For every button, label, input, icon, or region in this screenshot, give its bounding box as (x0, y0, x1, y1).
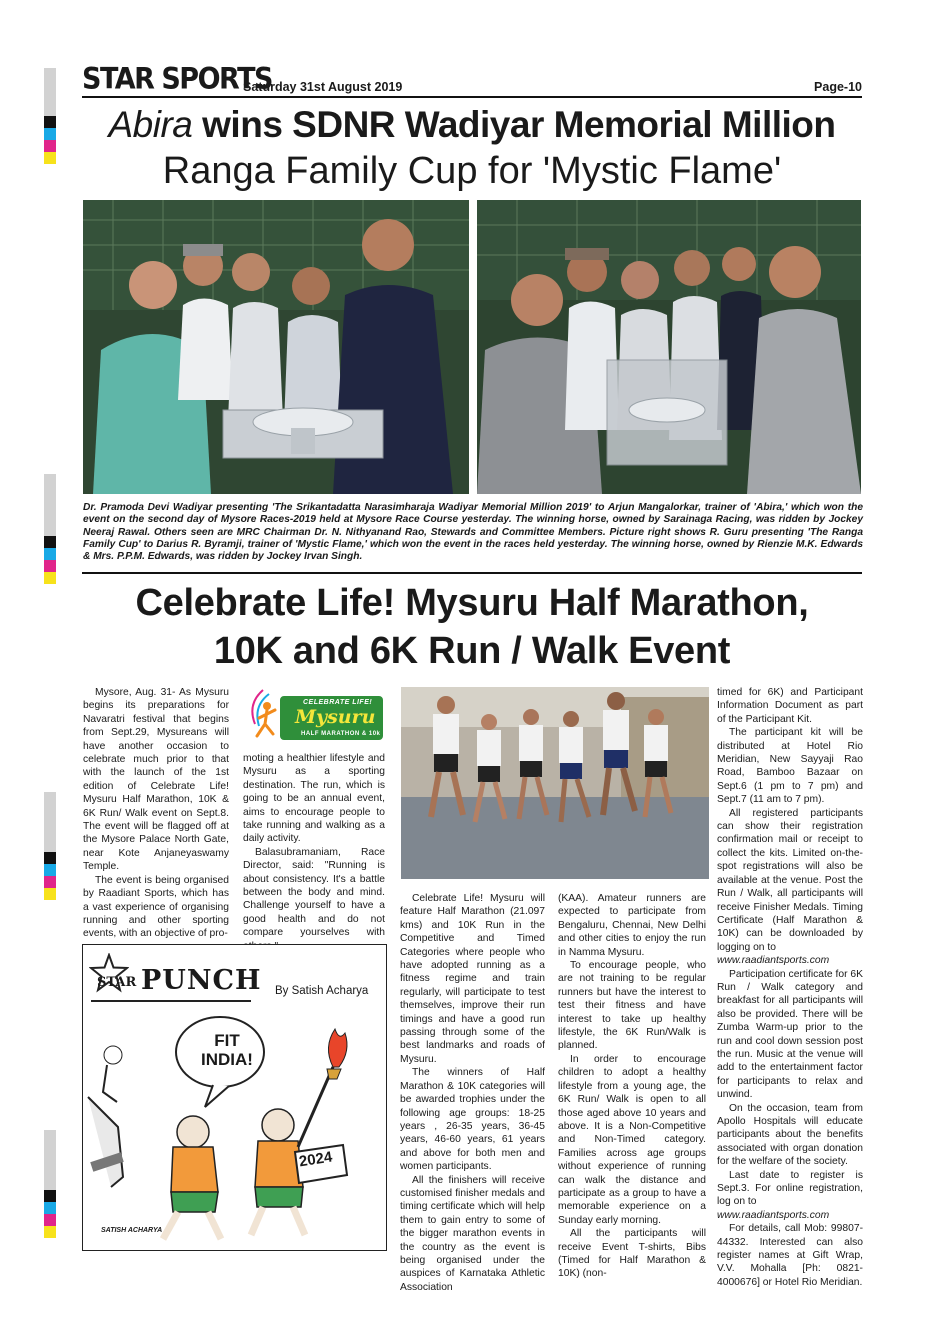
story2-headline-line1: Celebrate Life! Mysuru Half Marathon, (135, 582, 809, 624)
paragraph: The event is being organised by Raadiant Sports, which has a vast experience of organising running and other sporting events, with an objective of pro- (83, 874, 229, 940)
paragraph: Mysore, Aug. 31- As Mysuru begins its preparations for Navaratri festival that begins from Sept.29, Mysureans will have another occasion to celebrate much prior to that with the launch of the 1st edition of Celebrate Life! Mysuru Half Marathon, 10K & 6K Run/ Walk event on Sept.8. The event will be flagged off at the Mysore Palace North Gate, near Kote Anjaneyaswamy Temple. (83, 687, 229, 873)
trophy-presentation-photo-left (83, 200, 469, 494)
website-link[interactable]: www.raadiantsports.com (717, 1209, 830, 1221)
registration-marks-bottom (44, 1130, 56, 1238)
article-column-1 (83, 686, 229, 941)
cartoon-punch-label: PUNCH (141, 965, 262, 996)
issue-date: Saturday 31st August 2019 (243, 80, 403, 94)
story1-headline: Abira wins SDNR Wadiyar Memorial Million (108, 104, 836, 145)
registration-marks-top (44, 68, 56, 164)
website-link[interactable]: www.raadiantsports.com (717, 955, 830, 967)
article-column-4 (558, 892, 706, 1281)
cartoon-title-rule (91, 1000, 251, 1002)
logo-subtitle: HALF MARATHON & 10k (301, 731, 381, 737)
logo-name: Mysuru (295, 706, 376, 728)
page-number: Page-10 (814, 80, 862, 94)
paragraph: In order to encourage children to adopt a healthy lifestyle from a young age, the 6K Run/ Walk is open to all those aged above 10 years and above. It is a Non-Competitive and Non-Timed category. Families across age groups without experience of running can walk the distance and participate as a group to have a memorable experience on a Sunday early morning. (558, 1053, 706, 1226)
paragraph: All the finishers will receive customised finisher medals and timing certificate which will help them to gain entry to some of the bigger marathon events in the country as the event is being organised under the auspices of Karnataka Athletic Association (400, 1174, 545, 1293)
paragraph: To encourage people, who are not training to be regular runners but have the interest to test their fitness and have interest to take up healthy lifestyle, the 6K Run/Walk is planned. (558, 960, 706, 1052)
section-title: STAR SPORTS (82, 62, 272, 97)
paragraph: (KAA). Amateur runners are expected to participate from Bengaluru, Chennai, New Delhi and other cities to enjoy the run in Namma Mysuru. (558, 893, 706, 958)
article-column-5 (717, 686, 863, 1289)
photo-caption: Dr. Pramoda Devi Wadiyar presenting 'The Srikantadatta Narasimharaja Wadiyar Memorial Million 2019' to Arjun Mangalorkar, trainer of 'Abira,' which won the event on the second day of Mysore Races-2019 held at Mysore Race Course yesterday. The winning horse, owned by Sarainaga Racing, was ridden by Jockey Neeraj Rawal. Others seen are MRC Chairman Dr. N. Nithyanand Rao, Stewards and Committee Members. Picture right shows R. Guru presenting 'The Ranga Family Cup' to Darius R. Byramji, trainer of 'Mystic Flame,' which won the event in the races held yesterday. The winning horse, owned by Rienzie M.K. Edwards & Mrs. P.P.M. Edwards, was ridden by Jockey Irvan Singh. (83, 502, 863, 563)
registration-marks-lower (44, 792, 56, 900)
runners-photo (401, 687, 709, 879)
cartoon-speech-text: FIT INDIA! (201, 1031, 253, 1069)
paragraph: Participation certificate for 6K Run / Walk category and breakfast for all participants will also be provided. There will be Zumba Warm-up prior to the run and cool down session post the run. Music at the venue will add to the entertainment factor for participants to relax and unwind. (717, 968, 863, 1101)
paragraph: The winners of Half Marathon & 10K categories will be awarded trophies under the following age groups: 18-25 years , 26-35 years, 36-45 years, 46-60 years, 61 years and above for both men and women participants. (400, 1067, 545, 1173)
logo-tagline: CELEBRATE LIFE! (303, 699, 373, 706)
cartoon-sign-text: 2024 (297, 1148, 334, 1171)
cartoon-byline: By Satish Acharya (275, 985, 369, 997)
horse-name: Abira (108, 104, 193, 145)
story2-headline-line2: 10K and 6K Run / Walk Event (213, 630, 731, 672)
story1-subhead: Ranga Family Cup for 'Mystic Flame' (162, 150, 782, 192)
article-column-2 (243, 752, 385, 953)
cartoonist-signature: SATISH ACHARYA (101, 1227, 163, 1234)
paragraph: Last date to register is Sept.3. For online registration, log on to (717, 1169, 863, 1208)
event-logo (243, 684, 383, 748)
paragraph: On the occasion, team from Apollo Hospitals will educate participants about the benefits associated with organ donation for the welfare of the society. (717, 1102, 863, 1168)
header-rule (82, 96, 862, 98)
registration-marks-middle (44, 474, 56, 584)
trophy-presentation-photo-right (477, 200, 861, 494)
paragraph: moting a healthier lifestyle and Mysuru as a sporting destination. The run, which is going to be an annual event, aims to encourage people to take running and walking as a daily activity. (243, 753, 385, 845)
paragraph: timed for 6K) and Participant Information Document as part of the Participant Kit. (717, 687, 863, 725)
paragraph: Balasubramaniam, Race Director, said: "Running is about consistency. It's a battle between the body and mind. Challenge yourself to have a good health and do not compare yourselves with (243, 846, 385, 939)
paragraph: All the participants will receive Event T-shirts, Bibs (Timed for Half Marathon & 10K) (non- (558, 1228, 706, 1280)
paragraph: All registered participants can show their registration confirmation mail or receipt to collect the kits. Limited on-the-spot registrations will also be available at the venue. Post the Run / Walk, all participants will receive Finisher Medals. Timing Certificate (Half Marathon & 10K) can be downloaded by logging on to (717, 807, 863, 953)
paragraph: Celebrate Life! Mysuru will feature Half Marathon (21.097 kms) and 10K Run in the Competitive and Timed Categories where people who have adopted running as a fitness regime and train regularly, will participate to test themselves, improve their run timings and have a good run passing through some of the best landmarks and roads of Mysuru. (400, 893, 545, 1065)
paragraph: The participant kit will be distributed at Hotel Rio Meridian, New Sayyaji Rao Road, Bamboo Bazaar on Sept.6 (1 pm to 7 pm) and Sept.7 (11 am to 7 pm). (717, 727, 863, 806)
paragraph: For details, call Mob: 99807-44332. Interested can also register names at Gift Wrap, V.V. Mohalla [Ph: 0821-4000676] or Hotel Rio Meridian. (717, 1223, 863, 1288)
story-divider (82, 572, 862, 574)
star-punch-cartoon (82, 944, 387, 1251)
article-column-3 (400, 892, 545, 1294)
cartoon-star-label: STAR (97, 975, 137, 990)
